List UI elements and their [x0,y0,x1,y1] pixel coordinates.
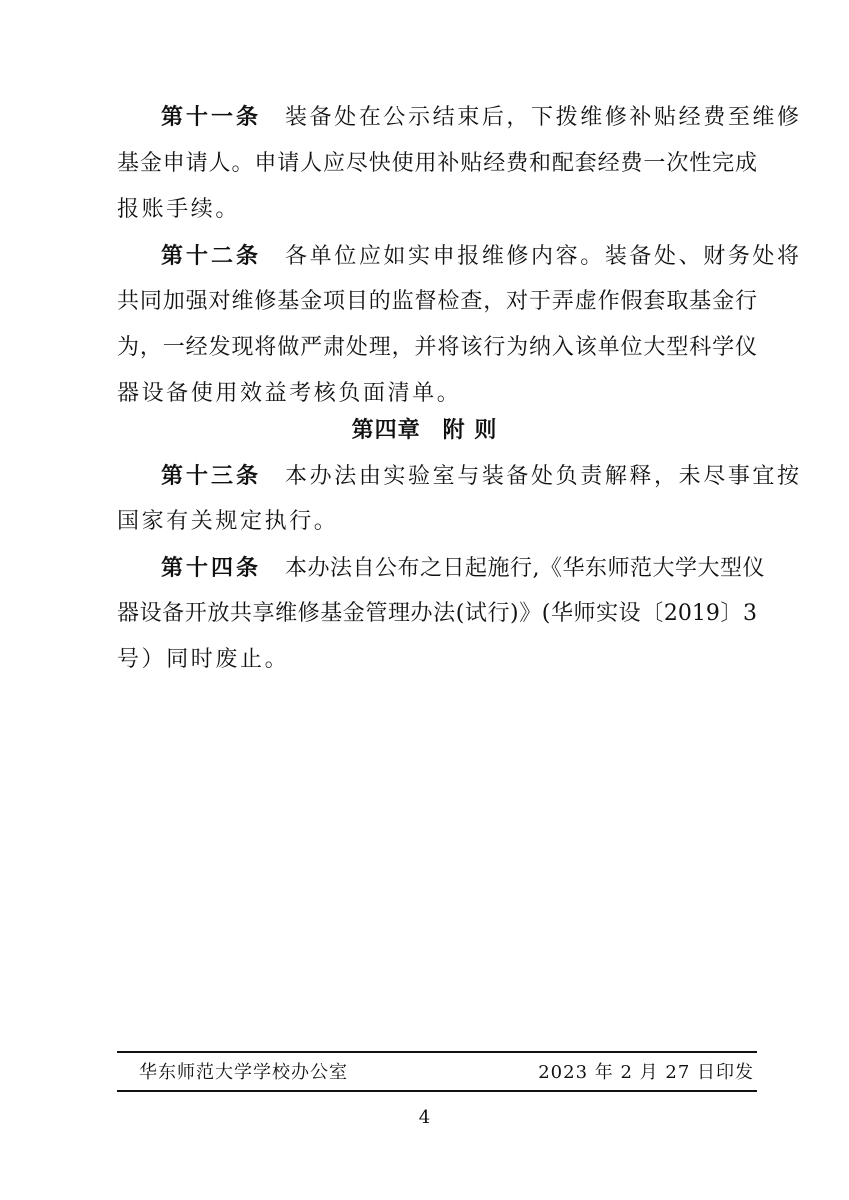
article-12-text-line-4: 器设备使用效益考核负面清单。 [117,381,462,406]
article-13-number: 第十三条 [161,463,262,489]
footer-top-rule [117,1051,757,1053]
article-14-text-line-1: 本办法自公布之日起施行,《华东师范大学大型仪 [285,556,766,581]
article-13-text-line-2: 国家有关规定执行。 [117,509,339,534]
article-12-number: 第十二条 [161,243,262,269]
article-14-text-line-2: 器设备开放共享维修基金管理办法(试行)》(华师实设〔2019〕3 [117,601,757,626]
footer-bottom-rule [117,1090,757,1092]
article-13-first-line [117,460,802,493]
footer-issuer: 华东师范大学学校办公室 [139,1062,348,1083]
article-11-text-line-2: 基金申请人。申请人应尽快使用补贴经费和配套经费一次性完成 [117,151,757,176]
chapter-title: 附 则 [442,417,498,443]
article-12-text-line-1: 各单位应如实申报维修内容。装备处、财务处将 [285,244,802,269]
article-14-text-line-3: 号）同时废止。 [117,647,290,672]
page-number: 4 [418,1107,431,1128]
article-11-number: 第十一条 [161,104,262,130]
article-11-first-line [117,101,802,134]
footer-date: 2023 年 2 月 27 日印发 [538,1062,754,1083]
chapter-number: 第四章 [351,417,421,443]
article-12-first-line [117,240,802,273]
article-14-first-line [117,552,766,585]
article-11-text-line-1: 装备处在公示结束后，下拨维修补贴经费至维修 [285,105,802,130]
article-12-text-line-3: 为，一经发现将做严肃处理，并将该行为纳入该单位大型科学仪 [117,335,757,360]
chapter-heading [0,414,849,446]
article-13-text-line-1: 本办法由实验室与装备处负责解释，未尽事宜按 [285,464,802,489]
article-14-number: 第十四条 [161,555,262,581]
article-11-text-line-3: 报账手续。 [117,197,241,222]
article-12-text-line-2: 共同加强对维修基金项目的监督检查，对于弄虚作假套取基金行 [117,289,757,314]
